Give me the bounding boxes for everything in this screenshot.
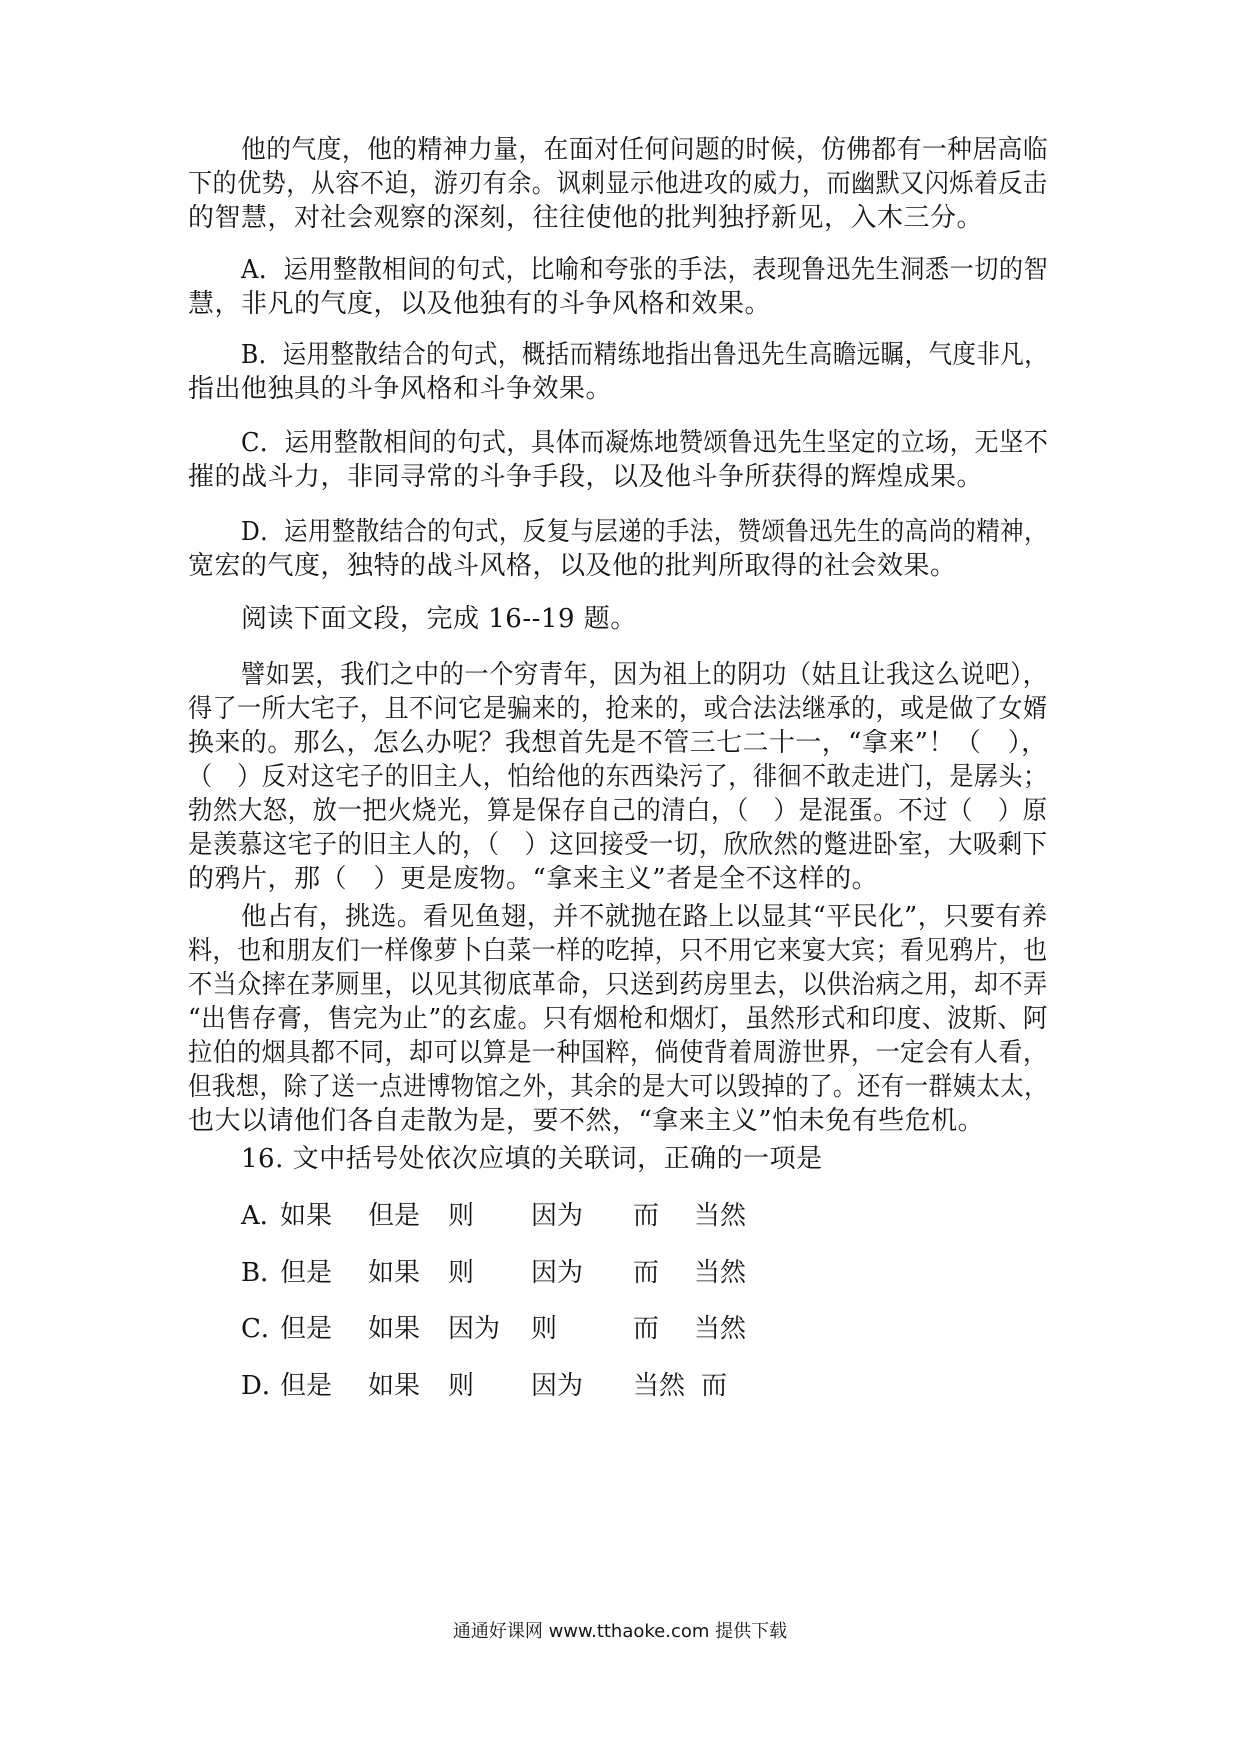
option-word: 如果: [368, 1258, 421, 1288]
reading-instruction: [188, 602, 1048, 636]
text-line: 譬如罢，我们之中的一个穷青年，因为祖上的阴功（姑且让我这么说吧），: [241, 660, 1048, 690]
option-letter: D．: [241, 1371, 288, 1401]
option-d-analysis: [188, 515, 1048, 583]
text-line: C．运用整散相间的句式，具体而凝炼地赞颂鲁迅先生坚定的立场，无坚不: [241, 428, 1049, 458]
text-line: A．运用整散相间的句式，比喻和夸张的手法，表现鲁迅先生洞悉一切的智: [241, 255, 1049, 285]
option-word: 则: [531, 1314, 558, 1344]
text-line: 勃然大怒，放一把火烧光，算是保存自己的清白，（ ）是混蛋。不过（ ）原: [188, 796, 1048, 826]
option-word: 当然: [694, 1258, 747, 1288]
question-16-stem: [188, 1142, 1048, 1176]
option-word: 而: [701, 1371, 728, 1401]
option-word: 当然: [694, 1201, 747, 1231]
option-letter: A．: [241, 1201, 286, 1231]
passage-paragraph-2: [188, 658, 1048, 896]
text-line: 是羡慕这宅子的旧主人的，（ ）这回接受一切，欣欣然的蹩进卧室，大吸剩下: [188, 830, 1048, 860]
option-a-analysis: [188, 253, 1048, 321]
text-line: 16. 文中括号处依次应填的关联词，正确的一项是: [241, 1144, 823, 1174]
option-word: 当然: [694, 1314, 747, 1344]
option-word: 则: [448, 1371, 475, 1401]
option-word: 但是: [368, 1201, 421, 1231]
option-word: 则: [448, 1258, 475, 1288]
text-line: 他的气度，他的精神力量，在面对任何问题的时候，仿佛都有一种居高临: [241, 135, 1049, 165]
option-word: 则: [448, 1201, 475, 1231]
option-word: 但是: [280, 1371, 333, 1401]
text-line: 拉伯的烟具都不同，却可以算是一种国粹，倘使背着周游世界，一定会有人看，: [188, 1038, 1048, 1068]
option-word: 而: [633, 1314, 660, 1344]
passage-paragraph-3: [188, 900, 1048, 1138]
option-b-analysis: [188, 338, 1048, 406]
text-line: 慧，非凡的气度，以及他独有的斗争风格和效果。: [188, 289, 772, 319]
text-line: 得了一所大宅子，且不问它是骗来的，抢来的，或合法法继承的，或是做了女婿: [188, 694, 1048, 724]
text-line: D．运用整散结合的句式，反复与层递的手法，赞颂鲁迅先生的高尚的精神，: [241, 517, 1048, 547]
text-line: 下的优势，从容不迫，游刃有余。讽刺显示他进攻的威力，而幽默又闪烁着反击: [188, 169, 1048, 199]
text-line: 阅读下面文段，完成 16--19 题。: [241, 604, 637, 634]
passage-paragraph-1: [188, 133, 1048, 235]
text-line: 的鸦片，那（ ）更是废物。“拿来主义”者是全不这样的。: [188, 864, 879, 894]
text-line: 的智慧，对社会观察的深刻，往往使他的批判独抒新见，入木三分。: [188, 203, 984, 233]
text-line: 料，也和朋友们一样像萝卜白菜一样的吃掉，只不用它来宴大宾；看见鸦片，也: [188, 936, 1048, 966]
text-line: “出售存膏，售完为止”的玄虚。只有烟枪和烟灯，虽然形式和印度、波斯、阿: [188, 1004, 1049, 1034]
text-line: 换来的。那么，怎么办呢？我想首先是不管三七二十一，“拿来”！（ ），: [188, 728, 1048, 758]
text-line: 摧的战斗力，非同寻常的斗争手段，以及他斗争所获得的辉煌成果。: [188, 462, 984, 492]
option-word: 而: [633, 1201, 660, 1231]
text-line: B．运用整散结合的句式，概括而精练地指出鲁迅先生高瞻远瞩，气度非凡，: [241, 340, 1049, 370]
option-word: 而: [633, 1258, 660, 1288]
option-word: 因为: [531, 1201, 584, 1231]
option-word: 如果: [280, 1201, 333, 1231]
page-footer: 通通好课网 www.tthaoke.com 提供下载: [452, 1621, 788, 1642]
option-c-analysis: [188, 426, 1048, 494]
text-line: 他占有，挑选。看见鱼翅，并不就抛在路上以显其“平民化”，只要有养: [241, 902, 1048, 932]
text-line: （ ）反对这宅子的旧主人，怕给他的东西染污了，徘徊不敢走进门，是孱头；: [188, 762, 1048, 792]
text-line: 宽宏的气度，独特的战斗风格，以及他的批判所取得的社会效果。: [188, 551, 957, 581]
option-word: 当然: [633, 1371, 686, 1401]
option-letter: B．: [241, 1258, 287, 1288]
option-word: 因为: [531, 1258, 584, 1288]
option-word: 因为: [448, 1314, 501, 1344]
text-line: 不当众摔在茅厕里，以见其彻底革命，只送到药房里去，以供治病之用，却不弄: [188, 970, 1048, 1000]
option-letter: C．: [241, 1314, 287, 1344]
option-word: 因为: [531, 1371, 584, 1401]
text-line: 也大以请他们各自走散为是，要不然，“拿来主义”怕未免有些危机。: [188, 1106, 985, 1136]
text-line: 但我想，除了送一点进博物馆之外，其余的是大可以毁掉的了。还有一群姨太太，: [188, 1072, 1049, 1102]
option-word: 如果: [368, 1371, 421, 1401]
option-word: 但是: [280, 1258, 333, 1288]
text-line: 指出他独具的斗争风格和斗争效果。: [188, 374, 613, 404]
option-word: 如果: [368, 1314, 421, 1344]
option-word: 但是: [280, 1314, 333, 1344]
